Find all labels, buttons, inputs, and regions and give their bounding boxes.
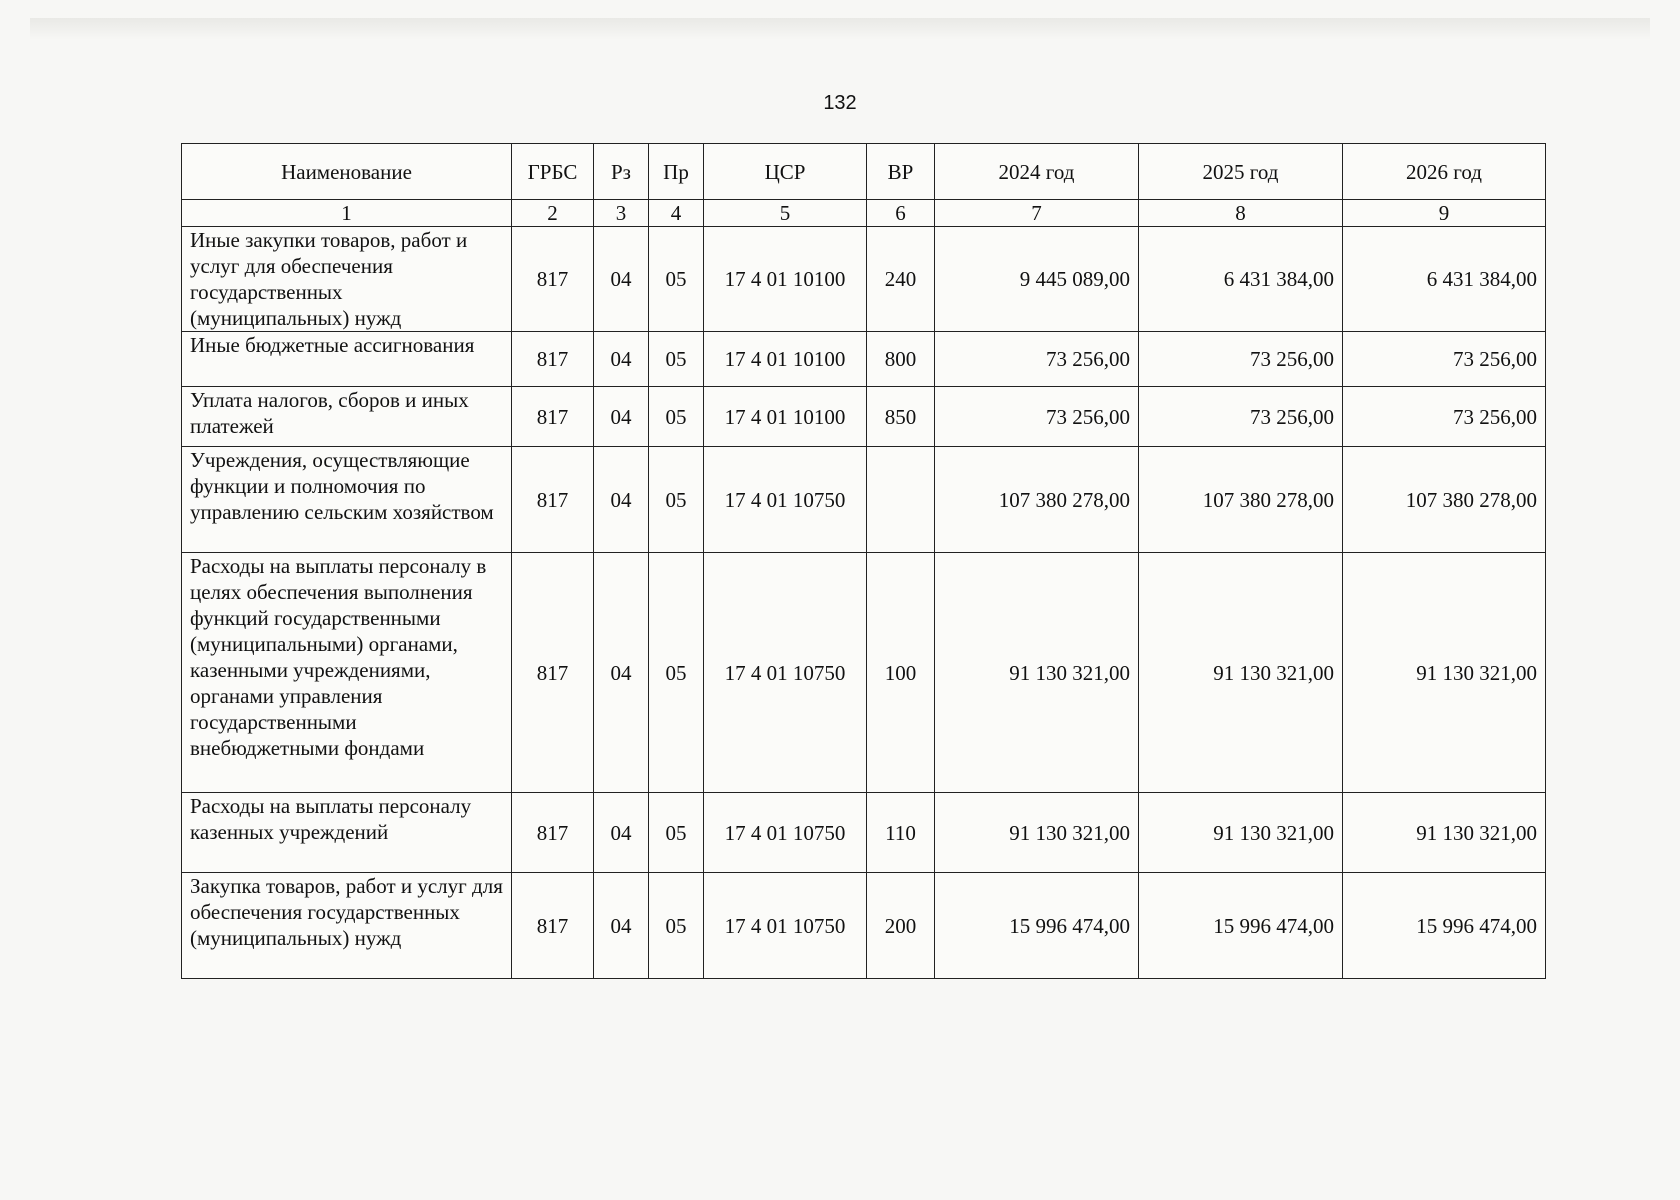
cell-name: Иные закупки товаров, работ и услуг для обеспечения государственных (муниципальных) нужд	[182, 227, 512, 332]
cell-2026: 91 130 321,00	[1343, 553, 1546, 793]
cell-pr: 05	[649, 227, 704, 332]
cell-vr: 100	[867, 553, 935, 793]
cell-vr: 800	[867, 332, 935, 387]
cell-name: Закупка товаров, работ и услуг для обеспечения государственных (муниципальных) нужд	[182, 873, 512, 979]
cell-2025: 73 256,00	[1139, 387, 1343, 447]
cell-2024: 91 130 321,00	[935, 793, 1139, 873]
cell-2026: 107 380 278,00	[1343, 447, 1546, 553]
cell-grbs: 817	[512, 387, 594, 447]
header-2024: 2024 год	[935, 144, 1139, 200]
cell-pr: 05	[649, 332, 704, 387]
cell-2024: 73 256,00	[935, 387, 1139, 447]
cell-grbs: 817	[512, 793, 594, 873]
header-2026: 2026 год	[1343, 144, 1546, 200]
column-number: 2	[512, 200, 594, 227]
column-number: 5	[704, 200, 867, 227]
cell-grbs: 817	[512, 447, 594, 553]
cell-2026: 6 431 384,00	[1343, 227, 1546, 332]
table-row	[182, 227, 1546, 332]
cell-rz: 04	[594, 447, 649, 553]
table-row	[182, 387, 1546, 447]
cell-2025: 6 431 384,00	[1139, 227, 1343, 332]
cell-grbs: 817	[512, 227, 594, 332]
cell-2025: 91 130 321,00	[1139, 553, 1343, 793]
column-number: 8	[1139, 200, 1343, 227]
budget-table	[181, 143, 1546, 979]
cell-name: Учреждения, осуществляющие функции и полномочия по управлению сельским хозяйством	[182, 447, 512, 553]
cell-grbs: 817	[512, 553, 594, 793]
column-number: 9	[1343, 200, 1546, 227]
cell-2024: 9 445 089,00	[935, 227, 1139, 332]
cell-2025: 91 130 321,00	[1139, 793, 1343, 873]
cell-2024: 107 380 278,00	[935, 447, 1139, 553]
cell-csr: 17 4 01 10100	[704, 227, 867, 332]
cell-2024: 73 256,00	[935, 332, 1139, 387]
table-row	[182, 873, 1546, 979]
cell-2024: 91 130 321,00	[935, 553, 1139, 793]
header-vr: ВР	[867, 144, 935, 200]
column-number: 3	[594, 200, 649, 227]
cell-rz: 04	[594, 332, 649, 387]
cell-rz: 04	[594, 793, 649, 873]
cell-name: Уплата налогов, сборов и иных платежей	[182, 387, 512, 447]
table-row	[182, 793, 1546, 873]
table-row	[182, 332, 1546, 387]
cell-2026: 91 130 321,00	[1343, 793, 1546, 873]
cell-vr: 110	[867, 793, 935, 873]
header-name: Наименование	[182, 144, 512, 200]
cell-vr: 200	[867, 873, 935, 979]
column-number: 1	[182, 200, 512, 227]
cell-csr: 17 4 01 10100	[704, 387, 867, 447]
cell-vr	[867, 447, 935, 553]
header-csr: ЦСР	[704, 144, 867, 200]
cell-rz: 04	[594, 553, 649, 793]
table-row	[182, 447, 1546, 553]
cell-pr: 05	[649, 793, 704, 873]
cell-vr: 240	[867, 227, 935, 332]
cell-csr: 17 4 01 10750	[704, 553, 867, 793]
cell-name: Расходы на выплаты персоналу в целях обеспечения выполнения функций государственными (муниципальными) органами, казенными учреждениями, органами управления государственными внебюджетными фондами	[182, 553, 512, 793]
header-pr: Пр	[649, 144, 704, 200]
cell-pr: 05	[649, 873, 704, 979]
cell-rz: 04	[594, 873, 649, 979]
cell-2026: 73 256,00	[1343, 332, 1546, 387]
table-row	[182, 553, 1546, 793]
cell-csr: 17 4 01 10750	[704, 793, 867, 873]
cell-2025: 107 380 278,00	[1139, 447, 1343, 553]
cell-vr: 850	[867, 387, 935, 447]
cell-2026: 15 996 474,00	[1343, 873, 1546, 979]
column-number: 6	[867, 200, 935, 227]
cell-grbs: 817	[512, 873, 594, 979]
cell-rz: 04	[594, 227, 649, 332]
header-grbs: ГРБС	[512, 144, 594, 200]
header-rz: Рз	[594, 144, 649, 200]
column-number-row	[182, 200, 1546, 227]
cell-2025: 73 256,00	[1139, 332, 1343, 387]
cell-csr: 17 4 01 10750	[704, 447, 867, 553]
cell-2026: 73 256,00	[1343, 387, 1546, 447]
cell-grbs: 817	[512, 332, 594, 387]
header-2025: 2025 год	[1139, 144, 1343, 200]
cell-pr: 05	[649, 553, 704, 793]
column-number: 4	[649, 200, 704, 227]
cell-name: Иные бюджетные ассигнования	[182, 332, 512, 387]
page-number: 132	[823, 92, 857, 114]
column-number: 7	[935, 200, 1139, 227]
cell-pr: 05	[649, 387, 704, 447]
cell-csr: 17 4 01 10100	[704, 332, 867, 387]
cell-rz: 04	[594, 387, 649, 447]
cell-2024: 15 996 474,00	[935, 873, 1139, 979]
cell-pr: 05	[649, 447, 704, 553]
scan-edge	[30, 18, 1650, 40]
header-row	[182, 144, 1546, 200]
cell-name: Расходы на выплаты персоналу казенных учреждений	[182, 793, 512, 873]
cell-csr: 17 4 01 10750	[704, 873, 867, 979]
cell-2025: 15 996 474,00	[1139, 873, 1343, 979]
